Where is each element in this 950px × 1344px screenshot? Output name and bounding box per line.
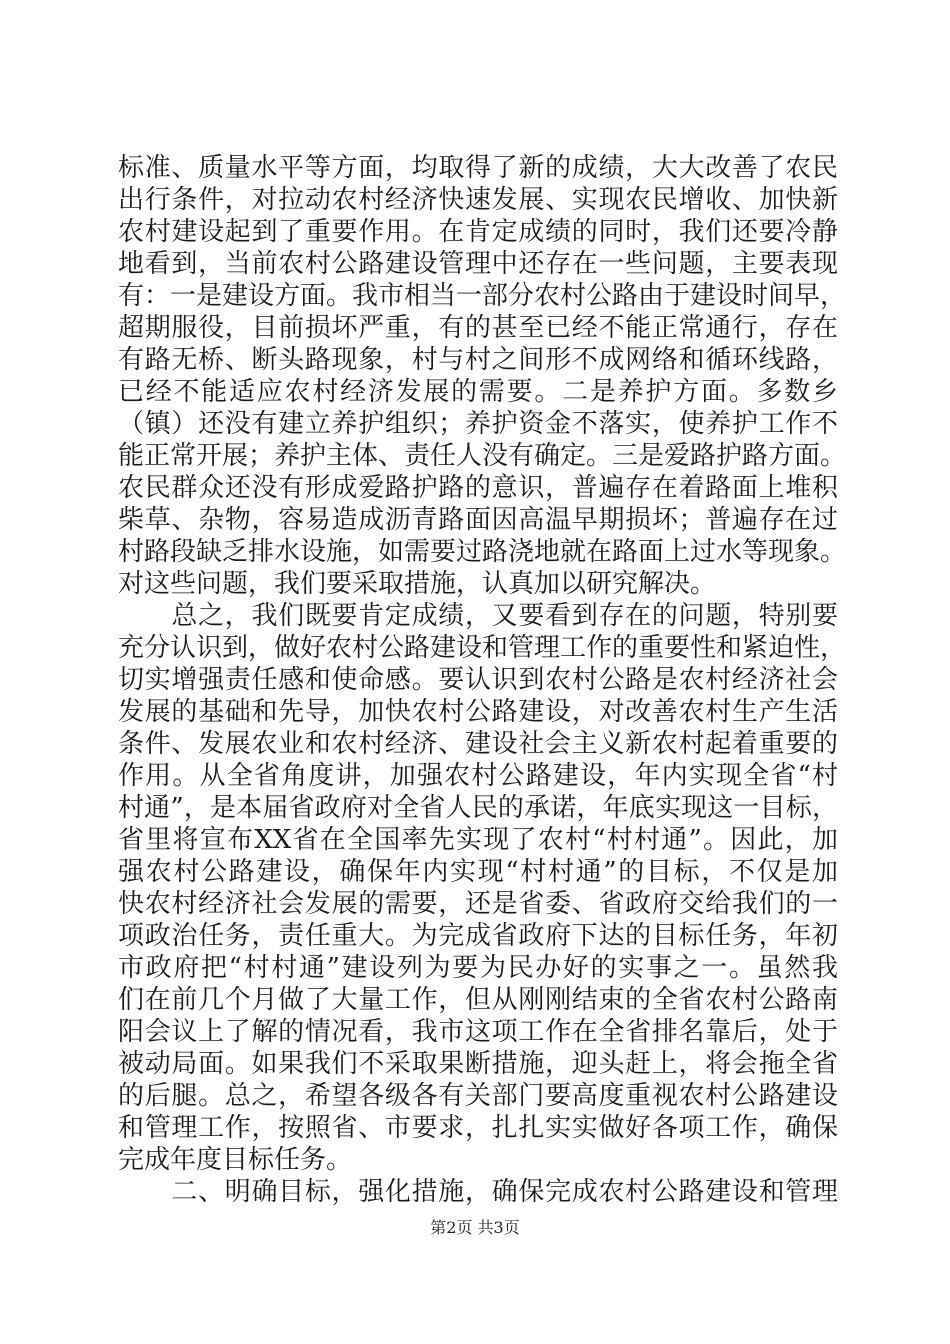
body-line: 总之，我们既要肯定成绩，又要看到存在的问题，特别要 [118, 601, 838, 631]
body-line: 有：一是建设方面。我市相当一部分农村公路由于建设时间早， [118, 281, 847, 311]
section-heading-line: 二、明确目标，强化措施，确保完成农村公路建设和管理 [118, 1177, 838, 1207]
body-line: 市政府把“村村通”建设列为要为民办好的实事之一。虽然我 [118, 953, 838, 983]
body-line: （镇）还没有建立养护组织；养护资金不落实，使养护工作不 [118, 409, 838, 439]
body-line: 标准、质量水平等方面，均取得了新的成绩，大大改善了农民 [118, 153, 838, 183]
body-line: 已经不能适应农村经济发展的需要。二是养护方面。多数乡 [118, 377, 838, 407]
body-line: 地看到，当前农村公路建设管理中还存在一些问题，主要表现 [118, 249, 838, 279]
body-line: 们在前几个月做了大量工作，但从刚刚结束的全省农村公路南 [118, 985, 838, 1015]
body-line: 阳会议上了解的情况看，我市这项工作在全省排名靠后，处于 [118, 1017, 838, 1047]
body-line: 快农村经济社会发展的需要，还是省委、省政府交给我们的一 [118, 889, 838, 919]
body-line: 省里将宣布XX省在全国率先实现了农村“村村通”。因此，加 [118, 825, 838, 855]
body-line: 强农村公路建设，确保年内实现“村村通”的目标，不仅是加 [118, 857, 838, 887]
body-line: 柴草、杂物，容易造成沥青路面因高温早期损坏；普遍存在过 [118, 505, 838, 535]
body-line: 发展的基础和先导，加快农村公路建设，对改善农村生产生活 [118, 697, 838, 727]
body-line: 农村建设起到了重要作用。在肯定成绩的同时，我们还要冷静 [118, 217, 838, 247]
body-line: 和管理工作，按照省、市要求，扎扎实实做好各项工作，确保 [118, 1113, 838, 1143]
body-line: 对这些问题，我们要采取措施，认真加以研究解决。 [118, 569, 717, 599]
body-line: 超期服役，目前损坏严重，有的甚至已经不能正常通行，存在 [118, 313, 838, 343]
page-number-footer: 第2页 共3页 [430, 1218, 520, 1237]
document-body [118, 152, 847, 1208]
body-line: 作用。从全省角度讲，加强农村公路建设，年内实现全省“村 [118, 761, 838, 791]
body-line: 被动局面。如果我们不采取果断措施，迎头赶上，将会拖全省 [118, 1049, 838, 1079]
body-line: 农民群众还没有形成爱路护路的意识，普遍存在着路面上堆积 [118, 473, 838, 503]
body-line: 项政治任务，责任重大。为完成省政府下达的目标任务，年初 [118, 921, 838, 951]
body-line: 切实增强责任感和使命感。要认识到农村公路是农村经济社会 [118, 665, 838, 695]
body-line: 完成年度目标任务。 [118, 1145, 353, 1175]
body-line: 能正常开展；养护主体、责任人没有确定。三是爱路护路方面。 [118, 441, 847, 471]
body-line: 的后腿。总之，希望各级各有关部门要高度重视农村公路建设 [118, 1081, 838, 1111]
body-line: 出行条件，对拉动农村经济快速发展、实现农民增收、加快新 [118, 185, 838, 215]
body-line: 村通”，是本届省政府对全省人民的承诺，年底实现这一目标， [118, 793, 838, 823]
body-line: 有路无桥、断头路现象，村与村之间形不成网络和循环线路， [118, 345, 838, 375]
body-line: 充分认识到，做好农村公路建设和管理工作的重要性和紧迫性， [118, 633, 847, 663]
body-line: 条件、发展农业和农村经济、建设社会主义新农村起着重要的 [118, 729, 838, 759]
body-line: 村路段缺乏排水设施，如需要过路浇地就在路面上过水等现象。 [118, 537, 847, 567]
